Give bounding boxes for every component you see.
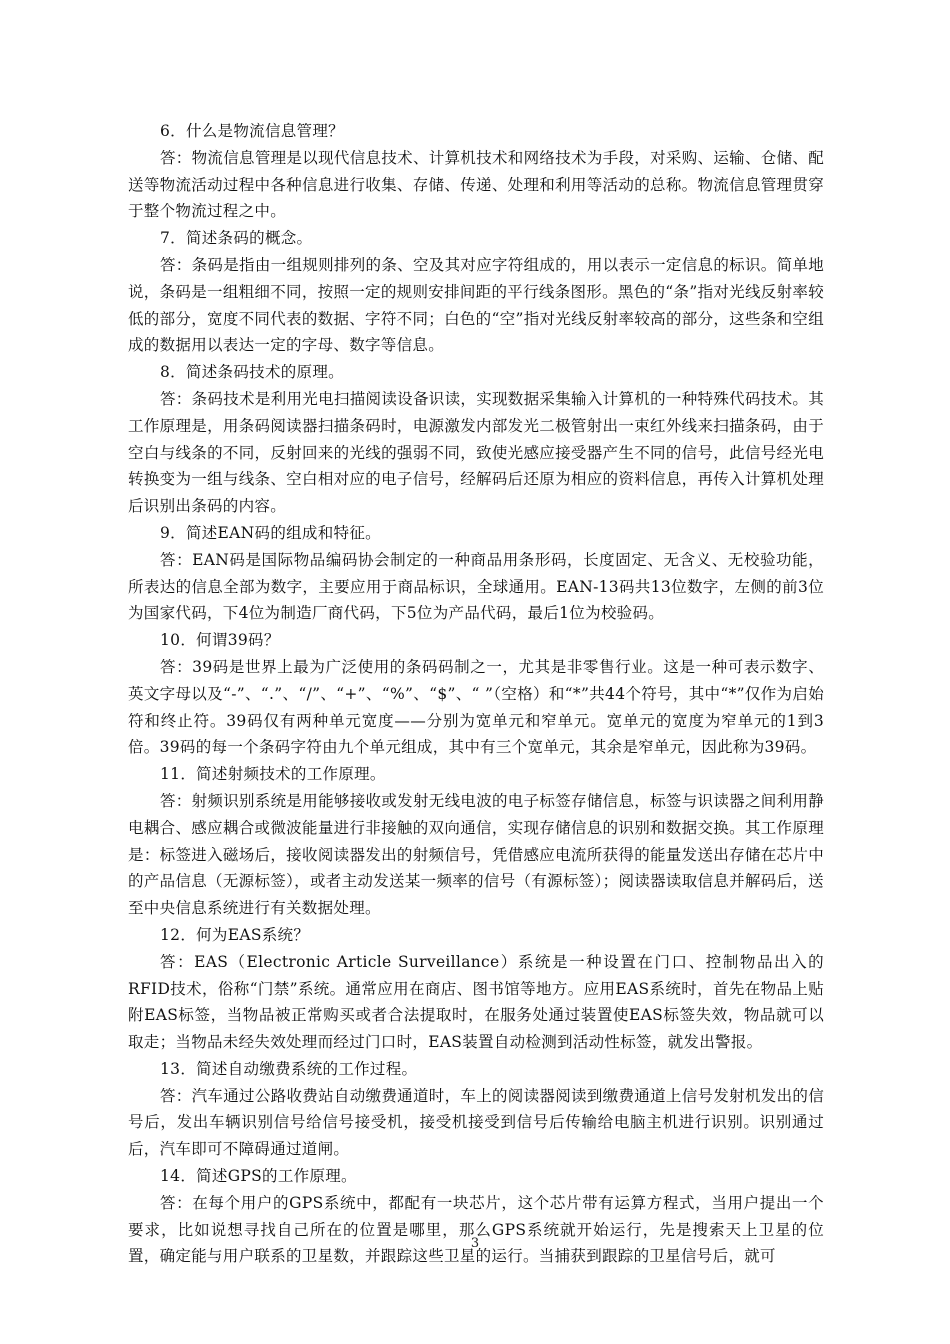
answer-10: 答：39码是世界上最为广泛使用的条码码制之一，尤其是非零售行业。这是一种可表示数字、英文字母以及“-”、“.”、“/”、“+”、“%”、“$”、“ ”（空格）和“*”共44个符号，其中“*”仅作为启始符和终止符。39码仅有两种单元宽度——分别为宽单元和窄单元。宽单元的宽度为窄单元的1到3倍。39码的每一个条码字符由九个单元组成，其中有三个宽单元，其余是窄单元，因此称为39码。 <box>128 657 824 757</box>
answer-6: 答：物流信息管理是以现代信息技术、计算机技术和网络技术为手段，对采购、运输、仓储、配送等物流活动过程中各种信息进行收集、存储、传递、处理和利用等活动的总称。物流信息管理贯穿于整个物流过程之中。 <box>128 148 824 221</box>
question-12: 12．何为EAS系统？ <box>160 925 310 944</box>
question-9: 9．简述EAN码的组成和特征。 <box>160 523 381 542</box>
answer-7: 答：条码是指由一组规则排列的条、空及其对应字符组成的，用以表示一定信息的标识。简单地说，条码是一组粗细不同，按照一定的规则安排间距的平行线条图形。黑色的“条”指对光线反射率较低的部分，宽度不同代表的数据、字符不同；白色的“空”指对光线反射率较高的部分，这些条和空组成的数据用以表达一定的字母、数字等信息。 <box>128 255 824 355</box>
answer-13: 答：汽车通过公路收费站自动缴费通道时，车上的阅读器阅读到缴费通道上信号发射机发出的信号后，发出车辆识别信号给信号接受机，接受机接受到信号后传输给电脑主机进行识别。识别通过后，汽车即可不障碍通过道闸。 <box>128 1086 824 1159</box>
question-10: 10．何谓39码？ <box>160 631 280 650</box>
qa-content <box>128 118 824 1270</box>
question-11: 11．简述射频技术的工作原理。 <box>160 765 386 784</box>
answer-9: 答：EAN码是国际物品编码协会制定的一种商品用条形码，长度固定、无含义、无校验功能，所表达的信息全部为数字，主要应用于商品标识，全球通用。EAN-13码共13位数字，左侧的前3位为国家代码，下4位为制造厂商代码，下5位为产品代码，最后1位为校验码。 <box>128 550 824 623</box>
question-6: 6．什么是物流信息管理？ <box>160 122 344 140</box>
answer-8: 答：条码技术是利用光电扫描阅读设备识读，实现数据采集输入计算机的一种特殊代码技术。其工作原理是，用条码阅读器扫描条码时，电源激发内部发光二极管射出一束红外线来扫描条码，由于空白与线条的不同，反射回来的光线的强弱不同，致使光感应接受器产生不同的信号，此信号经光电转换变为一组与线条、空白相对应的电子信号，经解码后还原为相应的资料信息，再传入计算机处理后识别出条码的内容。 <box>128 389 824 516</box>
answer-14: 答：在每个用户的GPS系统中，都配有一块芯片，这个芯片带有运算方程式，当用户提出一个要求，比如说想寻找自己所在的位置是哪里，那么GPS系统就开始运行，先是搜索天上卫星的位置，确定能与用户联系的卫星数，并跟踪这些卫星的运行。当捕获到跟踪的卫星信号后，就可 <box>128 1193 824 1266</box>
answer-11: 答：射频识别系统是用能够接收或发射无线电波的电子标签存储信息，标签与识读器之间利用静电耦合、感应耦合或微波能量进行非接触的双向通信，实现存储信息的识别和数据交换。其工作原理是：标签进入磁场后，接收阅读器发出的射频信号，凭借感应电流所获得的能量发送出存储在芯片中的产品信息（无源标签），或者主动发送某一频率的信号（有源标签）；阅读器读取信息并解码后，送至中央信息系统进行有关数据处理。 <box>128 791 824 918</box>
page-number: 3 <box>470 1236 480 1251</box>
answer-12: 答：EAS（Electronic Article Surveillance）系统是一种设置在门口、控制物品出入的RFID技术，俗称“门禁”系统。通常应用在商店、图书馆等地方。应用EAS系统时，首先在物品上贴附EAS标签，当物品被正常购买或者合法提取时，在服务处通过装置使EAS标签失效，物品就可以取走；当物品未经失效处理而经过门口时，EAS装置自动检测到活动性标签，就发出警报。 <box>128 952 824 1052</box>
question-7: 7．简述条码的概念。 <box>160 229 313 248</box>
question-14: 14．简述GPS的工作原理。 <box>160 1167 357 1186</box>
question-8: 8．简述条码技术的原理。 <box>160 363 344 382</box>
question-13: 13．简述自动缴费系统的工作过程。 <box>160 1059 418 1078</box>
